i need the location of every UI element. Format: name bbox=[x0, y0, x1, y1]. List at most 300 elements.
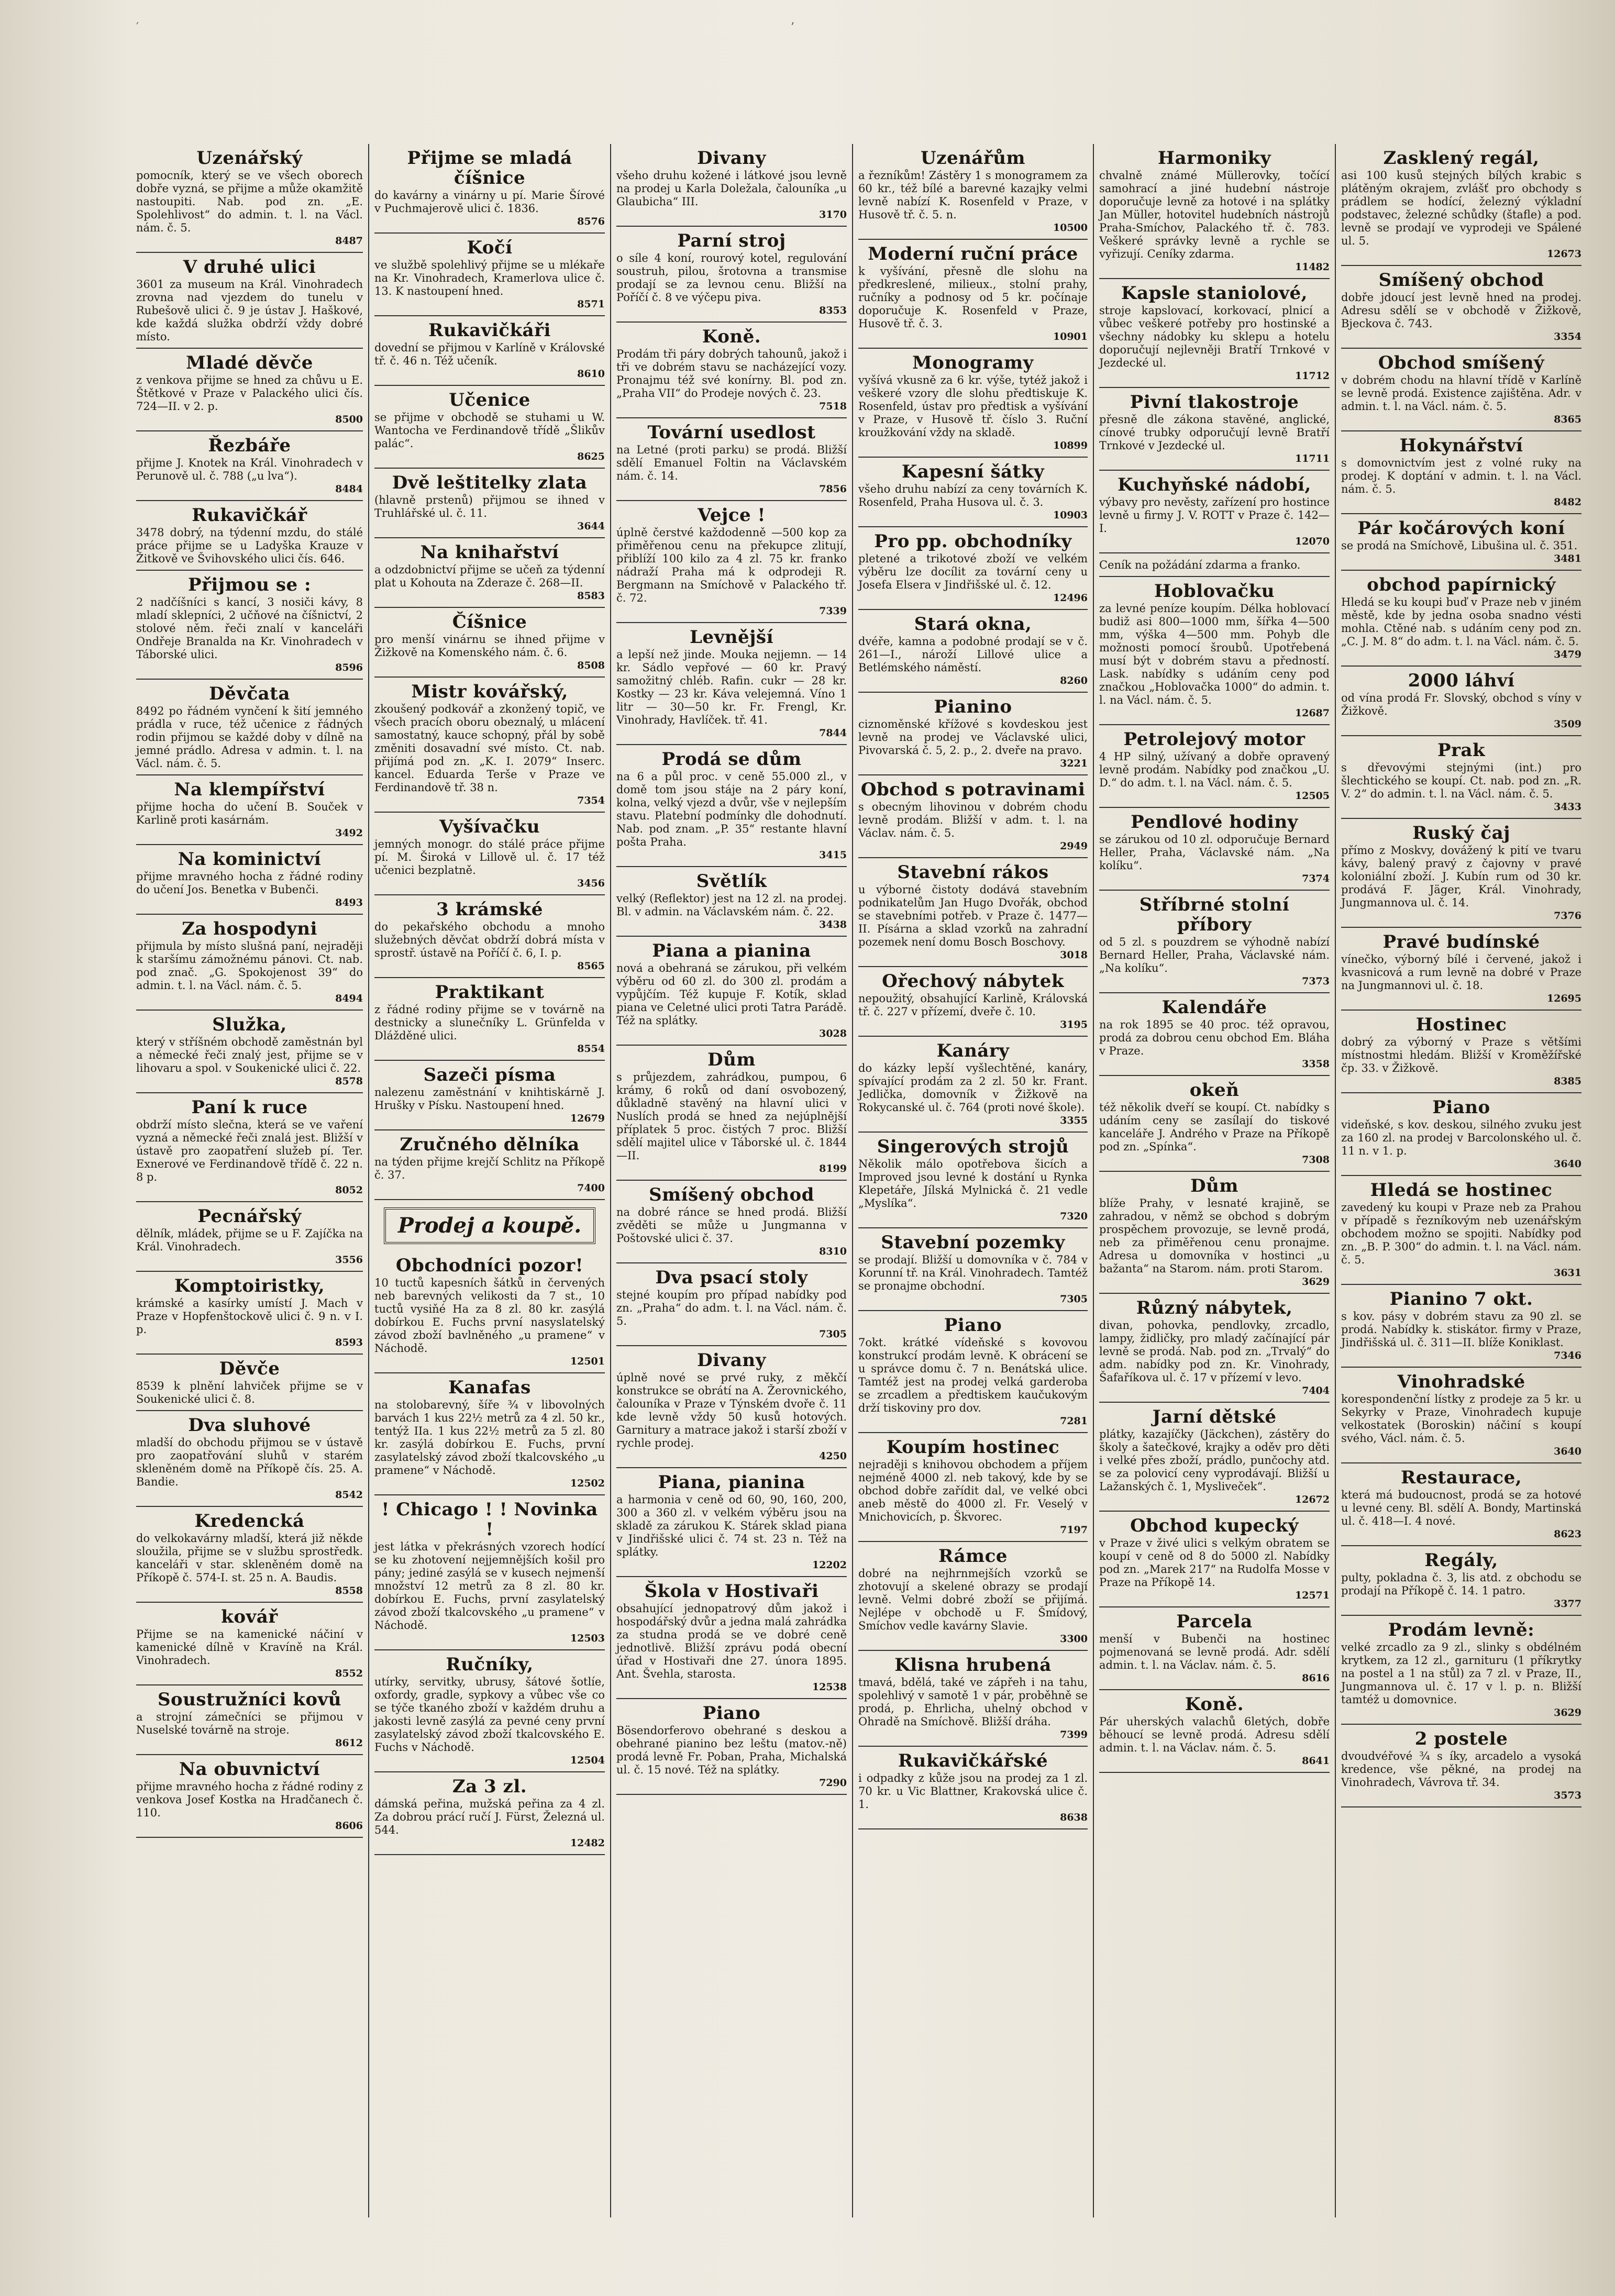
ad-title: Kalendáře bbox=[1162, 997, 1267, 1018]
ad-title: Pivní tlakostroje bbox=[1130, 392, 1299, 413]
column-5 bbox=[1094, 144, 1336, 2217]
ad-number: 10899 bbox=[1053, 440, 1088, 451]
classified-ad bbox=[1099, 553, 1330, 577]
classified-ad bbox=[616, 323, 847, 418]
ad-text: v Praze v živé ulici s velkým obratem se koupí v ceně od 8 do 5000 zl. Nabídky pod zn. „Marek 217“ na Rudolfa Mosse v Praze na Příkopě 14. bbox=[1099, 1537, 1330, 1589]
ad-number: 3221 bbox=[1060, 758, 1088, 769]
ad-text: krámské a kasírky umístí J. Mach v Praze v Hopfenštockově ulici č. 9 n. v I. p. bbox=[136, 1297, 363, 1336]
ad-title: Stříbrné stolní příbory bbox=[1139, 894, 1290, 935]
ad-number: 7354 bbox=[577, 795, 605, 806]
ad-text: dělník, mládek, přijme se u F. Zajíčka na Král. Vinohradech. bbox=[136, 1227, 363, 1253]
classified-ad bbox=[858, 610, 1088, 693]
classified-ad bbox=[1341, 349, 1581, 431]
ad-text: 10 tuctů kapesních šátků in červených neb barevných velikosti da 7 st., 10 tuctů vysiňé Ha za 8 zl. 80 kr. zasýlá dobírkou E. Fuchs první nasyslatelský závod zboží bavlněného „u pramene“ v Náchodě. bbox=[374, 1277, 605, 1355]
classified-ad bbox=[136, 571, 363, 680]
classified-ad bbox=[1341, 266, 1581, 349]
classified-ad bbox=[136, 1011, 363, 1093]
ad-text: pro menší vinárnu se ihned přijme v Žižkově na Komenského nám. č. 6. bbox=[374, 633, 605, 659]
classified-ad bbox=[136, 1355, 363, 1411]
ad-number: 7290 bbox=[819, 1777, 847, 1789]
ad-text: přijme J. Knotek na Král. Vinohradech v Perunově ul. č. 788 („u lva“). bbox=[136, 457, 363, 482]
ad-title: Komptoiristky, bbox=[174, 1275, 325, 1296]
ad-text: úplně nové se prvé ruky, z měkčí konstrukce se obrátí na A. Žerovnického, čalouníka v Praze v Týnském dvoře č. 11 kde levně vždy 50 kusů hotových. Garnitury a matrace jakož i starší zboží v rychle prodej. bbox=[616, 1371, 847, 1449]
classified-ad bbox=[136, 1507, 363, 1603]
ad-text: Bösendorferovo obehrané s deskou a obehrané pianino bez leštu (matov.-ně) prodá levně Fr. Poban, Praha, Michalská ul. č. 15 nové. Též na splátky. bbox=[616, 1724, 847, 1776]
classified-ad bbox=[616, 418, 847, 501]
ad-text: za levné peníze koupím. Délka hoblovací budiž asi 800—1000 mm, šířka 4—500 mm, výška 4—500 mm. Pohyb dle možnosti pomocí šroubů. Upotřebená musí být v dobrém stavu a předností. Lask. nabídky s udáním ceny pod značkou „Hoblovačka 1000“ do admin. t. l. na Václ. nám. č. 5. bbox=[1099, 602, 1330, 706]
ad-title: Přijme se mladá číšnice bbox=[407, 148, 572, 188]
ad-number: 7305 bbox=[819, 1328, 847, 1340]
ad-title: Za 3 zl. bbox=[452, 1776, 527, 1797]
ad-text: přesně dle zákona stavěné, anglické, cínové trubky odporučují levně Bratří Trnkové v Jezdecké ul. bbox=[1099, 413, 1330, 452]
ad-number: 3028 bbox=[819, 1028, 847, 1039]
ad-title: Petrolejový motor bbox=[1123, 729, 1306, 750]
classified-ad bbox=[1099, 993, 1330, 1076]
classified-ad bbox=[136, 253, 363, 349]
ad-number: 3355 bbox=[1060, 1115, 1088, 1126]
ad-text: v dobrém chodu na hlavní třídě v Karlíně se levně prodá. Existence zajištěna. Adr. v admin. t. l. na Václ. nám. č. 5. bbox=[1341, 374, 1581, 413]
ad-number: 4250 bbox=[819, 1450, 847, 1462]
classified-ad bbox=[1341, 928, 1581, 1011]
classified-ad bbox=[374, 1772, 605, 1855]
ad-text: jemných monogr. do stálé práce přijme pí. M. Široká v Lillově ul. č. 17 též učenici bezplatně. bbox=[374, 838, 605, 877]
ad-number: 12496 bbox=[1053, 592, 1088, 604]
ad-text: dvéře, kamna a podobné prodají se v č. 261—I., nároží Lillové ulice a Betlémského náměstí. bbox=[858, 635, 1088, 674]
ad-number: 7399 bbox=[1060, 1729, 1088, 1740]
classified-ad bbox=[1099, 144, 1330, 279]
classified-ad bbox=[1341, 1285, 1581, 1368]
ad-text: od vína prodá Fr. Slovský, obchod s víny v Žižkově. bbox=[1341, 692, 1581, 717]
ad-title: Hokynářství bbox=[1399, 435, 1523, 456]
ad-number: 12482 bbox=[570, 1837, 605, 1849]
classified-ad bbox=[616, 227, 847, 323]
column-4 bbox=[853, 144, 1094, 2217]
ad-number: 7374 bbox=[1302, 873, 1330, 884]
ad-title: Světlík bbox=[696, 871, 767, 892]
ad-number: 3354 bbox=[1554, 331, 1581, 342]
classified-ad bbox=[1341, 1176, 1581, 1285]
ad-number: 10903 bbox=[1053, 509, 1088, 521]
ad-number: 12672 bbox=[1295, 1494, 1330, 1505]
ad-number: 12504 bbox=[570, 1755, 605, 1766]
classified-ad bbox=[1341, 1093, 1581, 1176]
ad-title: Pendlové hodiny bbox=[1131, 812, 1298, 833]
ad-text: na dobré ránce se hned prodá. Bližší zvěděti se může u Jungmanna v Poštovské ulici č. 37. bbox=[616, 1206, 847, 1245]
ad-title: Škola v Hostivaři bbox=[644, 1581, 819, 1602]
ad-text: na stolobarevný, šíře ¾ v libovolných barvách 1 kus 22½ metrů za 4 zl. 50 kr., tentýž IIa. 1 kus 22½ metrů za 5 zl. 80 kr. zasýlá dobírkou E. Fuchs, první zasylatelský závod zboží tkalcovského „u pramene“ v Náchodě. bbox=[374, 1399, 605, 1477]
ad-text: 2 nadčíšníci s kancí, 3 nosiči kávy, 8 mladí sklepníci, 2 učňové na číšnictví, 2 stolové něm. řeči znalí v kanceláři Ondřeje Branalda na Kr. Vinohradech v Táborské ulici. bbox=[136, 596, 363, 661]
ad-number: 3433 bbox=[1554, 801, 1581, 813]
classified-ad bbox=[858, 1037, 1088, 1133]
ad-number: 8494 bbox=[335, 993, 363, 1004]
ad-title: Učenice bbox=[449, 390, 530, 411]
ad-number: 8612 bbox=[335, 1737, 363, 1749]
ad-text: velké zrcadlo za 9 zl., slinky s obdélném krytkem, za 12 zl., garnituru (1 příkrytky na postel a 1 na stůl) za 7 zl. v Praze, II., Jungmannova ul. č. 17 v l. p. n. Bližší tamtéž u domovnice. bbox=[1341, 1641, 1581, 1706]
classified-ad bbox=[1341, 1616, 1581, 1725]
ad-number: 3556 bbox=[335, 1254, 363, 1266]
classified-ad bbox=[616, 1699, 847, 1795]
classified-ad bbox=[136, 1755, 363, 1838]
ad-title: Ruský čaj bbox=[1412, 823, 1510, 844]
ad-number: 12695 bbox=[1546, 993, 1581, 1004]
ad-number: 3438 bbox=[819, 919, 847, 930]
ad-number: 8385 bbox=[1554, 1075, 1581, 1087]
classified-ad bbox=[374, 469, 605, 538]
classified-ad bbox=[374, 386, 605, 469]
ad-text: z řádné rodiny přijme se v továrně na destnicky a slunečníky L. Grünfelda v Dlážděné ulici. bbox=[374, 1003, 605, 1042]
classified-ad bbox=[616, 745, 847, 867]
ad-number: 8542 bbox=[335, 1489, 363, 1501]
ad-title: Kanáry bbox=[936, 1040, 1010, 1061]
ad-number: 8052 bbox=[335, 1184, 363, 1196]
ad-number: 8484 bbox=[335, 483, 363, 495]
ad-number: 8576 bbox=[577, 216, 605, 227]
classified-ad bbox=[616, 501, 847, 623]
ad-title: Rámce bbox=[938, 1546, 1008, 1567]
ad-text: do kázky lepší vyšlechtěné, kanáry, spívající prodám za 2 zl. 50 kr. Frant. Jedlička, domovník v Žižkově na Rokycanské ul. č. 764 (proti nové škole). bbox=[858, 1062, 1088, 1114]
classified-ad bbox=[374, 978, 605, 1061]
ad-text: který v stříšném obchodě zaměstnán byl a německé řeči znalý jest, přijme se v lihovaru a spol. v Soukenické ulici č. 22. bbox=[136, 1036, 363, 1074]
ad-title: obchod papírnický bbox=[1367, 574, 1556, 595]
ad-text: na 6 a půl proc. v ceně 55.000 zl., v domě tom jsou stáje na 2 páry koní, kolna, velký vjezd a dvůr, vše v nejlepším stavu. Platební podmínky dle dohodnutí. Nab. pod znam. „P. 35“ restante hlavní pošta Praha. bbox=[616, 770, 847, 848]
ad-title: Restaurace, bbox=[1400, 1467, 1522, 1488]
ad-text: od 5 zl. s pouzdrem se výhodně nabízí Bernard Heller, Praha, Václavské nám. „Na kolíku“. bbox=[1099, 936, 1330, 974]
ad-title: Na obuvnictví bbox=[179, 1759, 320, 1780]
classified-ad bbox=[1099, 808, 1330, 891]
ad-number: 3479 bbox=[1554, 649, 1581, 660]
ad-text: nová a obehraná se zárukou, při velkém výběru od 60 zl. do 300 zl. prodám a vypůjčím. Též kupuje F. Kotík, sklad piana ve Celetné ulici proti Tatra Parádě. Též na splátky. bbox=[616, 962, 847, 1027]
ad-number: 8554 bbox=[577, 1043, 605, 1055]
ad-number: 3018 bbox=[1060, 949, 1088, 961]
ad-text: vyšívá vkusně za 6 kr. výše, tytéž jakož i veškeré vzory dle slohu předtiskuje K. Rosenfeld, ústav pro předtisk a vyšívání v Praze, v Husově tř. číslo 3. Ruční kroužkování vždy na skladě. bbox=[858, 374, 1088, 439]
ad-text: Prodám tři páry dobrých tahounů, jakož i tři ve dobrém stavu se nacházející vozy. Pronajmu též své konírny. Bl. pod zn. „Praha VII“ do Prodeje nových č. 23. bbox=[616, 348, 847, 400]
classified-ad bbox=[616, 867, 847, 937]
classified-ad bbox=[136, 1685, 363, 1755]
ad-text: přijmula by místo slušná paní, nejraději k staršímu zámožnému pánovi. Ct. nab. pod znač. „G. Spokojenost 39“ do admin. t. l. na Václ. nám. č. 5. bbox=[136, 940, 363, 992]
ad-title: Děvče bbox=[219, 1358, 280, 1379]
ad-number: 8593 bbox=[335, 1337, 363, 1348]
ad-text: ve službě spolehlivý přijme se u mlékaře na Kr. Vinohradech, Kramerlova ulice č. 13. K nastoupení hned. bbox=[374, 259, 605, 297]
classified-ad bbox=[374, 316, 605, 386]
ad-number: 2949 bbox=[1060, 840, 1088, 852]
ad-text: Několik málo opotřebova šicích a Improved jsou levné k dostání u Rynka Klepetáře, Jílská Mylnická č. 21 vedle „Myslíka“. bbox=[858, 1158, 1088, 1210]
classified-ad bbox=[136, 775, 363, 845]
ad-title: Parcela bbox=[1176, 1611, 1253, 1632]
section-banner: Prodej a koupě. bbox=[384, 1207, 595, 1244]
ad-title: Zručného dělníka bbox=[400, 1134, 580, 1155]
classified-ad bbox=[616, 144, 847, 227]
ad-text: se prodají. Bližší u domovníka v č. 784 v Korunní tř. na Král. Vinohradech. Tamtéž se pronajme obchodní. bbox=[858, 1254, 1088, 1292]
classified-ad bbox=[858, 144, 1088, 240]
ad-number: 3195 bbox=[1060, 1019, 1088, 1030]
ad-number: 8583 bbox=[577, 590, 605, 602]
ad-title: Piano bbox=[702, 1703, 761, 1724]
ad-number: 8625 bbox=[577, 451, 605, 462]
classified-ad bbox=[858, 1747, 1088, 1829]
ad-title: ! Chicago ! ! Novinka ! bbox=[381, 1499, 598, 1540]
ad-number: 7376 bbox=[1554, 910, 1581, 922]
ad-text: dámská peřina, mužská peřina za 4 zl. Za dobrou prácí ručí J. Fürst, Železná ul. 544. bbox=[374, 1798, 605, 1836]
ad-number: 8552 bbox=[335, 1668, 363, 1679]
classified-ad bbox=[1341, 514, 1581, 571]
ad-number: 8482 bbox=[1554, 496, 1581, 508]
ad-text: 4 HP silný, užívaný a dobře opravený levně prodám. Nabídky pod značkou „U. D.“ do adm. t. l. na Václ. nám. č. 5. bbox=[1099, 750, 1330, 789]
ad-text: o síle 4 koní, rourový kotel, regulování soustruh, pilou, šrotovna a transmise prodají se za levnou cenu. Bližší na Poříčí č. 8 ve výčepu piva. bbox=[616, 252, 847, 304]
ad-title: 3 krámské bbox=[436, 899, 543, 920]
ad-text: plátky, kazajíčky (Jäckchen), zástěry do školy a šatečkové, krajky a oděv pro děti i velké přes zboží, prádlo, punčochy atd. se za polovicí ceny vyprodávají. Bližší u Lažanských č. 1, Mysliveček“. bbox=[1099, 1428, 1330, 1493]
classified-ad bbox=[374, 1650, 605, 1772]
classified-ad bbox=[858, 1433, 1088, 1542]
ad-text: též několik dveří se koupí. Ct. nabídky s udáním ceny se zasílají do tiskové kanceláře J. Andrého v Praze na Příkopě pod zn. „Spínka“. bbox=[1099, 1101, 1330, 1153]
ad-number: 3492 bbox=[335, 827, 363, 839]
classified-ad bbox=[374, 678, 605, 813]
classified-ad bbox=[1341, 1011, 1581, 1093]
ad-title: Sazeči písma bbox=[423, 1064, 556, 1085]
ad-title: Kanafas bbox=[448, 1377, 531, 1398]
ad-title: Vinohradské bbox=[1397, 1371, 1525, 1392]
ad-title: Levnější bbox=[689, 627, 773, 648]
ad-number: 3631 bbox=[1554, 1267, 1581, 1279]
ad-title: Stavební rákos bbox=[897, 862, 1049, 883]
classified-ad bbox=[858, 240, 1088, 349]
ad-title: Dva psací stoly bbox=[655, 1267, 808, 1288]
classified-ad bbox=[616, 1468, 847, 1577]
ad-text: 8492 po řádném vynčení k šití jemného prádla v ruce, též učenice z řádných rodin přijmou se každé doby v dílně na jemné prádlo. Adresa v admin. t. l. na Václ. nám. č. 5. bbox=[136, 705, 363, 770]
classified-ad bbox=[858, 1311, 1088, 1433]
ad-text: asi 100 kusů stejných bílých krabic s plátěným okrajem, zvlášť pro obchody s prádlem se hodící, železný výkladní podstavec, železné schůdky (štafle) a pod. levně se prodají ve vyprodeji ve Spálené ul. 5. bbox=[1341, 169, 1581, 247]
ad-number: 3644 bbox=[577, 520, 605, 532]
ad-number: 8260 bbox=[1060, 675, 1088, 686]
classified-ad bbox=[1099, 1690, 1330, 1773]
classified-ad bbox=[858, 349, 1088, 458]
ad-title: Smíšený obchod bbox=[649, 1184, 814, 1205]
ad-title: Na knihařství bbox=[420, 542, 559, 563]
ad-number: 8623 bbox=[1554, 1528, 1581, 1540]
ad-text: pulty, pokladna č. 3, lis atd. z obchodu se prodají na Příkopě č. 14. 1 patro. bbox=[1341, 1571, 1581, 1597]
ad-text: s obecným lihovinou v dobrém chodu levně prodám. Bližší v adm. t. l. na Václav. nám. č. 5. bbox=[858, 801, 1088, 839]
ad-number: 3640 bbox=[1554, 1158, 1581, 1170]
ad-text: všeho druhu nabízí za ceny továrních K. Rosenfeld, Praha Husova ul. č. 3. bbox=[858, 483, 1088, 508]
ad-title: Řezbáře bbox=[208, 435, 291, 456]
classified-ad bbox=[1341, 1546, 1581, 1616]
classified-ad bbox=[616, 1263, 847, 1346]
ad-title: Děvčata bbox=[209, 683, 290, 704]
classified-ad bbox=[136, 845, 363, 915]
ad-number: 12673 bbox=[1546, 248, 1581, 260]
classified-ad bbox=[374, 234, 605, 316]
ad-number: 7308 bbox=[1302, 1154, 1330, 1166]
ad-title: Za hospodyni bbox=[182, 918, 317, 939]
ad-text: na rok 1895 se 40 proc. též opravou, prodá za dobrou cenu obchod Em. Bláha v Praze. bbox=[1099, 1018, 1330, 1057]
ad-title: Jarní dětské bbox=[1152, 1406, 1277, 1427]
ad-text: do velkokavárny mladší, která již někde sloužila, přijme se v službu sprostředk. kanceláři v star. skleněném domě na Příkopě č. 574-I. st. 25 n. A. Baudis. bbox=[136, 1532, 363, 1584]
classified-ad bbox=[374, 1130, 605, 1200]
ad-number: 8641 bbox=[1302, 1755, 1330, 1767]
ad-title: Koně. bbox=[702, 326, 761, 347]
ad-number: 7339 bbox=[819, 605, 847, 617]
ad-text: 3601 za museum na Král. Vinohradech zrovna nad vjezdem do tunelu v Rubešově ulici č. 9 je ústav J. Haškové, kde každá služka obdrží vždy dobré místo. bbox=[136, 278, 363, 343]
ad-title: Koupím hostinec bbox=[886, 1437, 1060, 1458]
classified-ad bbox=[136, 431, 363, 501]
ad-text: blíže Prahy, v lesnaté krajině, se zahradou, v němž se obchod s dobrým prospěchem provozuje, se levně prodá, neb za přiměřenou cenu pronajme. Adresa u domovníka v hostinci „u bažanta“ na Starom. nám. proti Starom. bbox=[1099, 1197, 1330, 1275]
ad-number: 8500 bbox=[335, 414, 363, 425]
ad-text: dobře jdoucí jest levně hned na prodej. Adresu sdělí se v obchodě v Žižkově, Bjeckova č. 743. bbox=[1341, 291, 1581, 330]
ad-title: Na klempířství bbox=[174, 779, 325, 800]
ad-text: Ceník na požádání zdarma a franko. bbox=[1099, 559, 1301, 571]
ad-text: z venkova přijme se hned za chůvu u E. Štětkové v Praze v Palackého ulici čís. 724—II. v 2. p. bbox=[136, 374, 363, 413]
ad-title: Klisna hrubená bbox=[894, 1655, 1052, 1676]
ad-title: Divany bbox=[697, 1350, 766, 1371]
ad-number: 11482 bbox=[1295, 261, 1330, 273]
ad-title: Dům bbox=[1190, 1175, 1238, 1196]
ad-number: 3456 bbox=[577, 878, 605, 889]
ad-text: která má budoucnost, prodá se za hotové u levné ceny. Bl. sdělí A. Bondy, Martinská ul. č. 418—I. 4 nové. bbox=[1341, 1489, 1581, 1527]
classified-ad bbox=[136, 349, 363, 431]
ad-text: a řezníkům! Zástěry 1 s monogramem za 60 kr., též bílé a barevné kazajky velmi levně nabízí K. Rosenfeld v Praze, v Husově tř. č. 5. n. bbox=[858, 169, 1088, 221]
ad-title: Piano bbox=[944, 1315, 1002, 1336]
ad-number: 11712 bbox=[1295, 370, 1330, 382]
ad-number: 12502 bbox=[570, 1478, 605, 1489]
ad-text: zkoušený podkovář a zkonžený topič, ve všech pracích oboru obeznalý, u mlácení samostatný, kauce schopný, přál by sobě změniti dosavadní své místo. Ct. nab. přijímá pod zn. „K. I. 2079“ Inserc. kancel. Eduarda Terše v Praze ve Ferdinandově tř. 38 n. bbox=[374, 703, 605, 794]
ad-number: 12070 bbox=[1295, 536, 1330, 547]
classified-ad bbox=[858, 458, 1088, 527]
classified-ad bbox=[1341, 819, 1581, 928]
classified-ad bbox=[374, 813, 605, 895]
ad-title: Rukavičkářské bbox=[898, 1750, 1048, 1771]
ad-title: Divany bbox=[697, 148, 766, 169]
ad-title: Vyšívačku bbox=[439, 816, 540, 837]
ad-text: se zárukou od 10 zl. odporučuje Bernard Heller, Praha, Václavské nám. „Na kolíku“. bbox=[1099, 833, 1330, 872]
classified-ad bbox=[136, 144, 363, 253]
ad-title: Mistr kovářský, bbox=[411, 681, 568, 702]
classified-ad bbox=[858, 1133, 1088, 1228]
column-2 bbox=[369, 144, 611, 2217]
ad-title: Paní k ruce bbox=[191, 1097, 308, 1118]
classified-ad bbox=[374, 608, 605, 678]
ad-text: úplně čerstvé každodenně —500 kop za přiměřenou cenu na překupce zlitují, přiblíží 100 kilo za 4 zl. 75 kr. franko nádraží Praha má k odprodeji R. Bergmann na Smíchově v Palackého tř. č. 72. bbox=[616, 526, 847, 604]
ad-text: videňské, s kov. deskou, silného zvuku jest za 160 zl. na prodej v Barcolonského ul. č. 11 n. v 1. p. bbox=[1341, 1118, 1581, 1157]
classified-ad bbox=[858, 775, 1088, 858]
ad-number: 8493 bbox=[335, 897, 363, 908]
ad-title: Číšnice bbox=[452, 612, 527, 633]
ad-text: obdrží místo slečna, která se ve vaření vyzná a německé řeči znalá jest. Bližší v ústavě pro zaopatření služeb pí. Ter. Exnerové ve Ferdinandově třídě č. 22 n. 8 p. bbox=[136, 1118, 363, 1183]
ad-title: Pianino bbox=[934, 696, 1012, 717]
ad-title: Soustružníci kovů bbox=[157, 1689, 342, 1710]
ad-text: s dřevovými stejnými (int.) pro šlechtického se koupí. Ct. nab. pod zn. „R. V. 2“ do admin. t. l. na Václ. nám. č. 5. bbox=[1341, 761, 1581, 800]
classified-ad bbox=[1341, 571, 1581, 667]
ad-text: pletené a trikotové zboží ve velkém výběru lze docílit za tovární ceny u Josefa Elsera v Jindřišské ul. č. 12. bbox=[858, 552, 1088, 591]
ad-number: 10901 bbox=[1053, 331, 1088, 342]
ad-title: Ořechový nábytek bbox=[882, 971, 1064, 992]
ad-number: 7197 bbox=[1060, 1524, 1088, 1536]
ad-text: nalezenu zaměstnání v knihtiskárně J. Hrušky v Písku. Nastoupení hned. bbox=[374, 1086, 605, 1112]
ad-number: 7856 bbox=[819, 483, 847, 495]
ad-number: 8616 bbox=[1302, 1672, 1330, 1684]
ad-text: dobré na nejhrnmejších vzorků se zhotovují a skelené obrazy se prodají levně. Velmi dobré zboží se přijímá. Nejlépe v obchodě u F. Šmídový, Smíchov vedle kavárny Slavie. bbox=[858, 1567, 1088, 1632]
classified-ad bbox=[1341, 144, 1581, 266]
ad-number: 12501 bbox=[570, 1356, 605, 1367]
ad-text: přímo z Moskvy, dovážený k pití ve tvaru kávy, balený pravý z čajovny v pravé koloniální zboží. J. Kubín rum od 30 kr. prodává F. Jäger, Král. Vinohrady, Jungmannova ul. č. 14. bbox=[1341, 844, 1581, 909]
page-mark-center: ’ bbox=[791, 21, 794, 34]
classified-ad bbox=[1099, 279, 1330, 388]
ad-title: Prodám levně: bbox=[1388, 1620, 1535, 1640]
ad-text: 7okt. krátké vídeňské s kovovou konstrukcí prodám levně. K obrácení se u správce domu č. 7 n. Benátská ulice. Tamtéž jest na prodej velká garderoba se zrcadlem a předtiskem kaučukovým drží tiskoviny pro dov. bbox=[858, 1336, 1088, 1414]
classified-ad bbox=[136, 1202, 363, 1272]
ad-text: korespondenční lístky z prodeje za 5 kr. u Sekyrky v Praze, Vinohradech kupuje velkostatek (Boroskin) náčiní s koupí svého, Václ. nám. č. 5. bbox=[1341, 1393, 1581, 1445]
ad-title: Pravé budínské bbox=[1382, 931, 1540, 952]
classified-ad bbox=[1099, 1512, 1330, 1607]
classified-ad bbox=[616, 623, 847, 745]
ad-title: Pianino 7 okt. bbox=[1389, 1289, 1533, 1310]
ad-text: do kavárny a vinárny u pí. Marie Šírové v Puchmajerově ulici č. 1836. bbox=[374, 189, 605, 215]
ad-title: Koně. bbox=[1185, 1694, 1244, 1715]
ad-text: nejraději s knihovou obchodem a příjem nejméně 4000 zl. neb takový, kde by se obchod dobře zařídit dal, ve velké obci aneb městě do 4000 zl. Fr. Veselý v Mnichovicích, p. Škvorec. bbox=[858, 1458, 1088, 1523]
ad-text: Hledá se ku koupi buď v Praze neb v jiném městě, kde by jedna osoba snadno vésti mohla. Ctěné nab. s udáním ceny pod zn. „C. J. M. 8“ do adm. t. l. na Václ. nám. č. 5. bbox=[1341, 596, 1581, 648]
classified-ad bbox=[136, 1093, 363, 1202]
ad-number: 12571 bbox=[1295, 1590, 1330, 1601]
ad-number: 7305 bbox=[1060, 1293, 1088, 1305]
ad-number: 8578 bbox=[335, 1075, 363, 1087]
ad-title: Hledá se hostinec bbox=[1370, 1180, 1553, 1201]
ad-text: menší v Bubenči na hostinec pojmenovaná se levně prodá. Adr. sdělí admin. t. l. na Václav. nám. č. 5. bbox=[1099, 1633, 1330, 1671]
classified-ad bbox=[858, 693, 1088, 775]
ad-text: všeho druhu kožené i látkové jsou levně na prodej u Karla Doležala, čalouníka „u Glaubicha“ III. bbox=[616, 169, 847, 208]
ad-text: tmavá, bdělá, také ve zápřeh i na tahu, spolehlivý v samotě 1 v pár, proběhně se prodá, p. Ehrlicha, uhelný obchod v Ohradě na Smíchově. Bližší dráha. bbox=[858, 1676, 1088, 1728]
ad-title: Smíšený obchod bbox=[1378, 270, 1544, 291]
ad-title: Prak bbox=[1437, 740, 1486, 761]
ad-number: 3573 bbox=[1554, 1790, 1581, 1801]
ad-text: dobrý za výborný v Praze s většími místnostmi hledám. Bližší v Kroměžířské čp. 33. v Žižkově. bbox=[1341, 1036, 1581, 1074]
ad-title: Kuchyňské nádobí, bbox=[1118, 474, 1311, 495]
classified-ad bbox=[1099, 388, 1330, 471]
ad-title: Monogramy bbox=[912, 352, 1034, 373]
ad-text: utírky, servitky, ubrusy, šátové šotlíe, oxfordy, gradle, sypkovy a vůbec vše co se týče tkaného zboží v každém druhu a jakosti levně zasýlá za pevné ceny první zasylatelský závod zboží tkalcovského E. Fuchs v Náchodě. bbox=[374, 1676, 605, 1754]
classified-ad bbox=[616, 1346, 847, 1468]
ad-number: 3358 bbox=[1302, 1058, 1330, 1070]
classified-ad bbox=[1341, 431, 1581, 514]
ad-text: a strojní zámečníci se přijmou v Nuselské továrně na stroje. bbox=[136, 1711, 363, 1736]
ad-text: se přijme v obchodě se stuhami u W. Wantocha ve Ferdinandově třídě „Šlikův palác“. bbox=[374, 411, 605, 450]
classified-ad bbox=[136, 680, 363, 775]
ad-title: Vejce ! bbox=[698, 505, 766, 526]
page-mark-left: ′ bbox=[136, 21, 139, 34]
classified-ad bbox=[1341, 1368, 1581, 1463]
classified-ad bbox=[1341, 667, 1581, 736]
ad-text: divan, pohovka, pendlovky, zrcadlo, lampy, židličky, pro mladý začínající pár levně se prodá. Nab. pod zn. „Trvalý“ do adm. nabídky pod zn. Kr. Vinohrady, Šafaříkova ul. č. 17 v přízemí v levo. bbox=[1099, 1319, 1330, 1384]
ad-title: Stavební pozemky bbox=[881, 1232, 1065, 1253]
ad-text: s kov. pásy v dobrém stavu za 90 zl. se prodá. Nabídky k. stiskátor. firmy v Praze, Jindřišská ul. č. 311—II. blíže Koniklast. bbox=[1341, 1310, 1581, 1349]
classified-ad bbox=[616, 1181, 847, 1263]
classified-ad bbox=[858, 1228, 1088, 1311]
ad-title: Dva sluhové bbox=[188, 1415, 311, 1436]
ad-number: 8558 bbox=[335, 1585, 363, 1596]
ad-title: Obchod kupecký bbox=[1130, 1515, 1299, 1536]
ad-text: mladší do obchodu přijmou se v ústavě pro zaopatřování sluhů v starém skleněném domě na Příkopě čís. 25. A. Bandie. bbox=[136, 1436, 363, 1488]
ad-text: a harmonia v ceně od 60, 90, 160, 200, 300 a 360 zl. v velkém výběru jsou na skladě za zárukou K. Stárek sklad piana v Jindřišské ulici č. 74 st. 23 n. Též na splátky. bbox=[616, 1493, 847, 1558]
ad-text: přijme mravného hocha z řádné rodiny z venkova Josef Kostka na Hradčanech č. 110. bbox=[136, 1780, 363, 1819]
ad-title: 2 postele bbox=[1414, 1728, 1508, 1749]
ad-title: Uzenářský bbox=[196, 148, 303, 169]
column-6 bbox=[1336, 144, 1587, 2217]
ad-title: Moderní ruční práce bbox=[868, 243, 1078, 264]
ad-title: Prodá se dům bbox=[661, 749, 802, 770]
ad-number: 7373 bbox=[1302, 975, 1330, 987]
ad-title: Hoblovačku bbox=[1154, 581, 1275, 602]
classified-ad bbox=[1099, 471, 1330, 553]
ad-number: 7404 bbox=[1302, 1385, 1330, 1396]
ad-number: 8571 bbox=[577, 298, 605, 310]
classified-ad bbox=[374, 1495, 605, 1650]
